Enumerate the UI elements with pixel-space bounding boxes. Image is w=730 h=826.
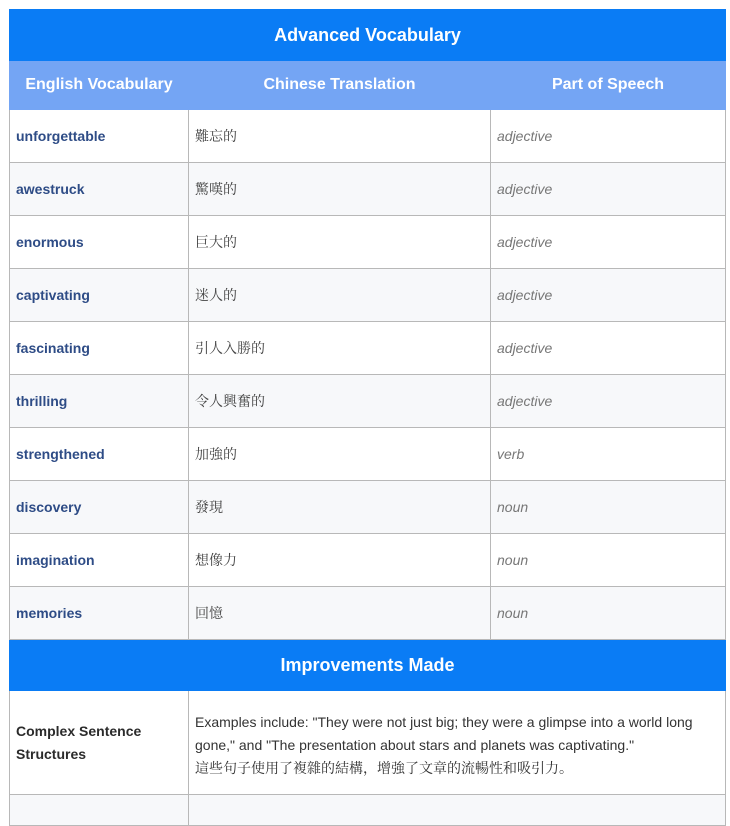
improvement-text-chinese: 這些句子使用了複雜的結構，增強了文章的流暢性和吸引力。 bbox=[195, 760, 573, 776]
table-row bbox=[10, 428, 726, 481]
english-word: captivating bbox=[10, 269, 189, 322]
part-of-speech: adjective bbox=[491, 110, 726, 163]
chinese-translation: 難忘的 bbox=[189, 110, 491, 163]
english-word: strengthened bbox=[10, 428, 189, 481]
header-row bbox=[10, 61, 726, 110]
improvements-title: Improvements Made bbox=[10, 640, 726, 691]
table-title-row bbox=[10, 10, 726, 61]
improvement-row bbox=[10, 691, 726, 795]
chinese-translation: 驚嘆的 bbox=[189, 163, 491, 216]
vocabulary-document bbox=[9, 9, 725, 826]
table-row-partial bbox=[10, 795, 726, 826]
part-of-speech: verb bbox=[491, 428, 726, 481]
chinese-translation: 發現 bbox=[189, 481, 491, 534]
table-row bbox=[10, 322, 726, 375]
table-row bbox=[10, 375, 726, 428]
part-of-speech: adjective bbox=[491, 216, 726, 269]
column-header-chinese: Chinese Translation bbox=[189, 61, 491, 110]
english-word: thrilling bbox=[10, 375, 189, 428]
improvement-label: Complex Sentence Structures bbox=[10, 691, 189, 795]
part-of-speech: noun bbox=[491, 534, 726, 587]
english-word: discovery bbox=[10, 481, 189, 534]
part-of-speech: adjective bbox=[491, 163, 726, 216]
chinese-translation: 迷人的 bbox=[189, 269, 491, 322]
part-of-speech: adjective bbox=[491, 322, 726, 375]
english-word: enormous bbox=[10, 216, 189, 269]
chinese-translation: 引人入勝的 bbox=[189, 322, 491, 375]
table-title: Advanced Vocabulary bbox=[10, 10, 726, 61]
part-of-speech: adjective bbox=[491, 375, 726, 428]
english-word: unforgettable bbox=[10, 110, 189, 163]
part-of-speech: noun bbox=[491, 481, 726, 534]
part-of-speech: adjective bbox=[491, 269, 726, 322]
improvements-title-row bbox=[10, 640, 726, 691]
column-header-english: English Vocabulary bbox=[10, 61, 189, 110]
partial-cell bbox=[189, 795, 726, 826]
english-word: imagination bbox=[10, 534, 189, 587]
chinese-translation: 巨大的 bbox=[189, 216, 491, 269]
part-of-speech: noun bbox=[491, 587, 726, 640]
chinese-translation: 回憶 bbox=[189, 587, 491, 640]
partial-cell bbox=[10, 795, 189, 826]
english-word: awestruck bbox=[10, 163, 189, 216]
table-row bbox=[10, 269, 726, 322]
column-header-part-of-speech: Part of Speech bbox=[491, 61, 726, 110]
english-word: fascinating bbox=[10, 322, 189, 375]
improvement-description bbox=[189, 691, 726, 795]
chinese-translation: 加強的 bbox=[189, 428, 491, 481]
table-row bbox=[10, 163, 726, 216]
english-word: memories bbox=[10, 587, 189, 640]
table-row bbox=[10, 534, 726, 587]
vocabulary-table bbox=[9, 9, 726, 826]
table-row bbox=[10, 216, 726, 269]
improvement-text-english: Examples include: "They were not just big; they were a glimpse into a world long gone," and "The presentation about stars and planets was captivating." bbox=[195, 714, 693, 753]
chinese-translation: 想像力 bbox=[189, 534, 491, 587]
chinese-translation: 令人興奮的 bbox=[189, 375, 491, 428]
table-row bbox=[10, 481, 726, 534]
table-row bbox=[10, 587, 726, 640]
table-row bbox=[10, 110, 726, 163]
